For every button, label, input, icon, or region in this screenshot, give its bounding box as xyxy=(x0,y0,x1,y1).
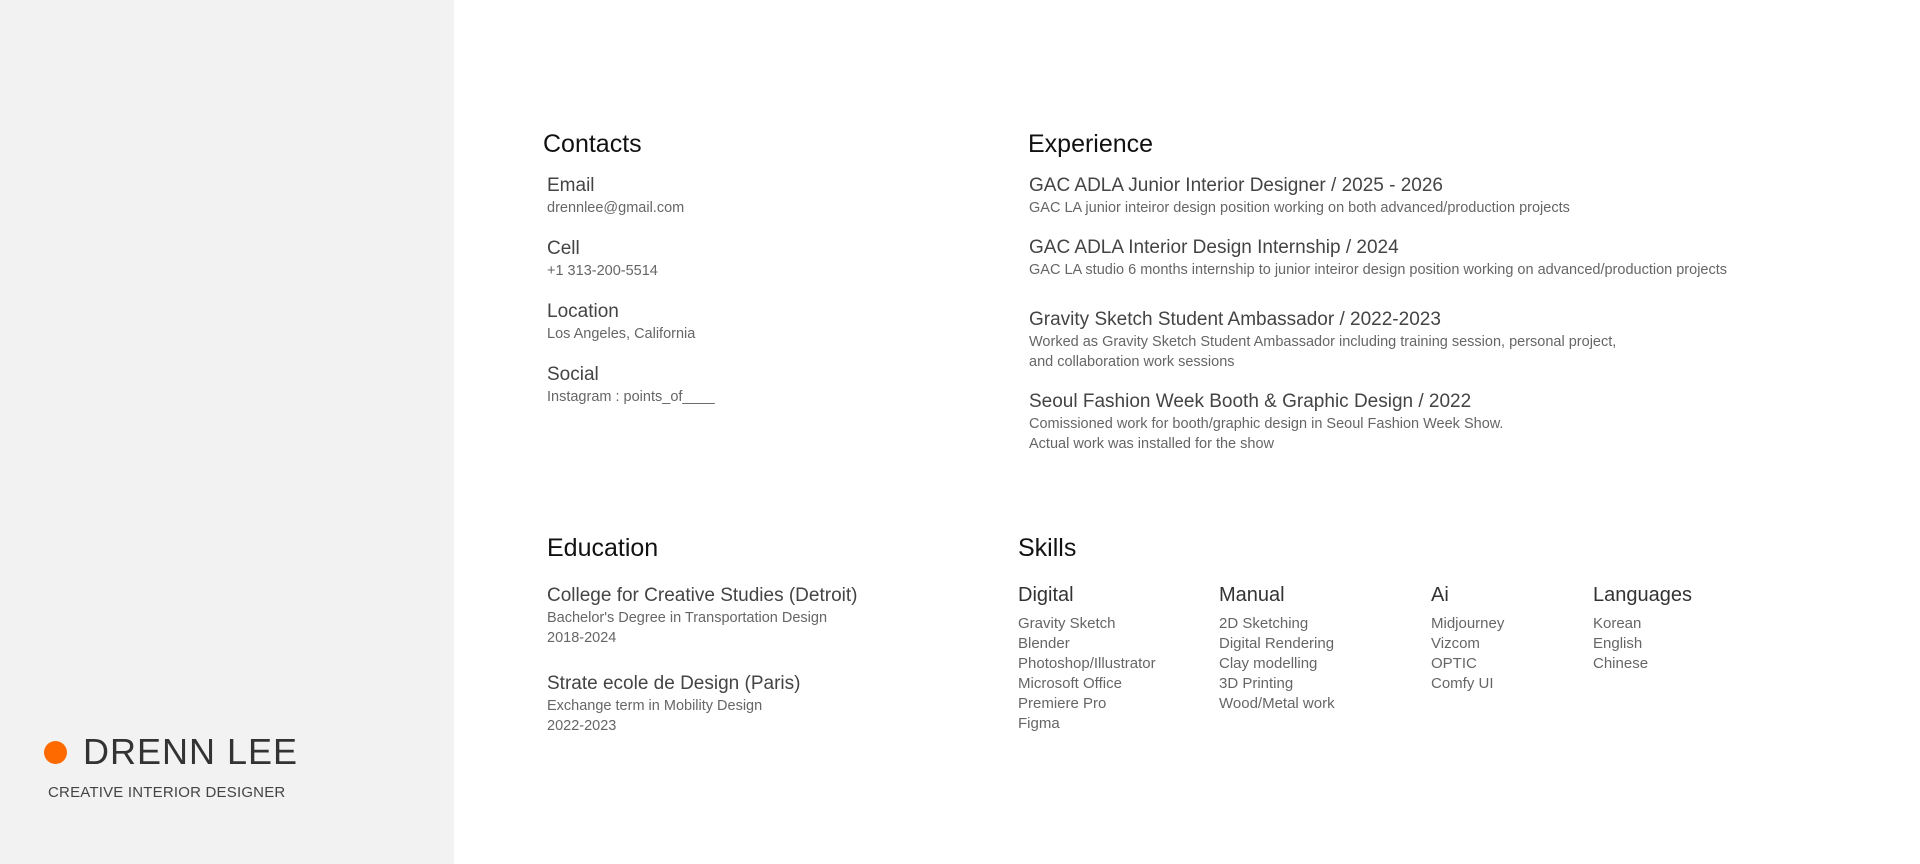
skill-group-title: Languages xyxy=(1593,584,1692,606)
skill-item: Blender xyxy=(1018,635,1070,652)
contact-label: Social xyxy=(547,364,599,385)
experience-item xyxy=(1029,174,1889,218)
skill-item: Chinese xyxy=(1593,655,1649,672)
name-row xyxy=(44,732,298,772)
education-item xyxy=(547,584,967,648)
profile-name: DRENN LEE xyxy=(83,731,299,772)
experience-description: Worked as Gravity Sketch Student Ambassador including training session, personal project, xyxy=(1029,334,1617,350)
skill-item: OPTIC xyxy=(1431,655,1477,672)
sidebar xyxy=(0,0,454,864)
experience-description: Actual work was installed for the show xyxy=(1029,436,1274,452)
skill-item: Premiere Pro xyxy=(1018,695,1107,712)
experience-title: GAC ADLA Interior Design Internship / 2024 xyxy=(1029,237,1399,258)
years: 2022-2023 xyxy=(547,718,617,734)
contacts-section xyxy=(547,174,947,426)
contact-label: Email xyxy=(547,175,595,196)
education-section xyxy=(547,584,967,760)
education-item xyxy=(547,672,967,736)
skill-item: Microsoft Office xyxy=(1018,675,1122,692)
skill-item: Clay modelling xyxy=(1219,655,1318,672)
skill-group-languages xyxy=(1593,582,1692,674)
skill-item: Midjourney xyxy=(1431,615,1505,632)
contact-value[interactable]: Instagram : points_of____ xyxy=(547,389,715,405)
contact-label: Cell xyxy=(547,238,580,259)
experience-description: GAC LA junior inteiror design position working on both advanced/production projects xyxy=(1029,200,1570,216)
contact-value[interactable]: drennlee@gmail.com xyxy=(547,200,685,216)
skill-item: Comfy UI xyxy=(1431,675,1494,692)
contact-cell xyxy=(547,237,947,281)
contact-location xyxy=(547,300,947,344)
experience-item xyxy=(1029,308,1889,372)
skill-group-ai xyxy=(1431,582,1504,694)
contacts-heading: Contacts xyxy=(543,130,642,158)
school-name: College for Creative Studies (Detroit) xyxy=(547,585,858,606)
experience-title: GAC ADLA Junior Interior Designer / 2025 - 2026 xyxy=(1029,175,1444,196)
skill-item: English xyxy=(1593,635,1643,652)
years: 2018-2024 xyxy=(547,630,617,646)
experience-item xyxy=(1029,236,1889,280)
experience-description: Comissioned work for booth/graphic design in Seoul Fashion Week Show. xyxy=(1029,416,1504,432)
accent-dot-icon xyxy=(44,741,67,764)
experience-section xyxy=(1029,174,1889,472)
skill-group-title: Ai xyxy=(1431,584,1449,606)
contact-label: Location xyxy=(547,301,619,322)
skill-item: Digital Rendering xyxy=(1219,635,1335,652)
degree: Exchange term in Mobility Design xyxy=(547,698,763,714)
skill-item: Wood/Metal work xyxy=(1219,695,1335,712)
skill-group-title: Manual xyxy=(1219,584,1285,606)
experience-title: Gravity Sketch Student Ambassador / 2022-2023 xyxy=(1029,309,1441,330)
skill-item: Figma xyxy=(1018,715,1060,732)
skill-item: 2D Sketching xyxy=(1219,615,1309,632)
experience-heading: Experience xyxy=(1028,130,1154,158)
contact-email xyxy=(547,174,947,218)
skill-item: Photoshop/Illustrator xyxy=(1018,655,1156,672)
experience-description: GAC LA studio 6 months internship to junior inteiror design position working on advanced/production projects xyxy=(1029,262,1728,278)
skill-item: Vizcom xyxy=(1431,635,1480,652)
contact-social xyxy=(547,363,947,407)
skills-heading: Skills xyxy=(1018,534,1077,562)
contact-value: Los Angeles, California xyxy=(547,326,696,342)
contact-value[interactable]: +1 313-200-5514 xyxy=(547,263,658,279)
skill-group-digital xyxy=(1018,582,1156,734)
school-name: Strate ecole de Design (Paris) xyxy=(547,673,801,694)
experience-item xyxy=(1029,390,1889,454)
skill-item: 3D Printing xyxy=(1219,675,1294,692)
main-content xyxy=(454,0,1920,864)
skill-group-manual xyxy=(1219,582,1335,714)
education-heading: Education xyxy=(547,534,659,562)
skill-item: Gravity Sketch xyxy=(1018,615,1116,632)
degree: Bachelor's Degree in Transportation Design xyxy=(547,610,828,626)
skill-item: Korean xyxy=(1593,615,1642,632)
name-block xyxy=(44,731,299,801)
experience-title: Seoul Fashion Week Booth & Graphic Design / 2022 xyxy=(1029,391,1472,412)
skill-group-title: Digital xyxy=(1018,584,1074,606)
experience-description: and collaboration work sessions xyxy=(1029,354,1235,370)
profile-title: CREATIVE INTERIOR DESIGNER xyxy=(48,784,286,801)
